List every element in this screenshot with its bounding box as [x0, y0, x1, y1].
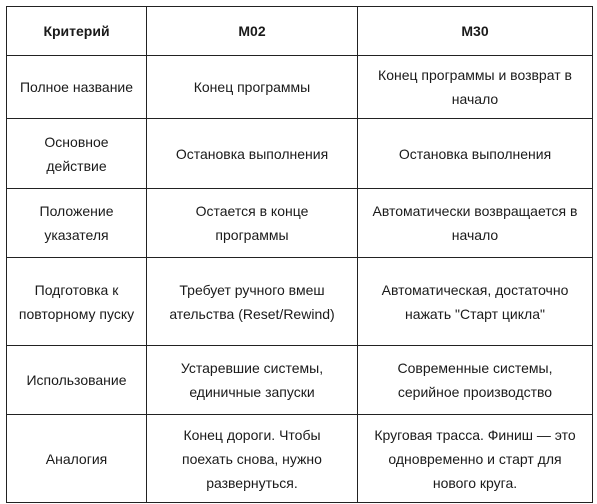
header-m02: M02 — [147, 7, 358, 56]
header-criterion: Критерий — [7, 7, 147, 56]
cell-m30 — [358, 346, 593, 415]
cell-m30 — [358, 415, 593, 503]
table-row — [7, 56, 593, 119]
table-row — [7, 189, 593, 258]
cell-criterion: Использование — [7, 346, 147, 415]
cell-text: Конец дороги. Чтобы поехать снова, нужно развернуться. — [182, 426, 322, 491]
cell-text: Устаревшие системы, единичные запуски — [180, 360, 324, 400]
cell-criterion: Полное название — [7, 56, 147, 119]
cell-text: Остается в конце программы — [195, 203, 309, 243]
cell-m02 — [147, 346, 358, 415]
table-header-row — [7, 7, 593, 56]
cell-m02: Остановка выполнения — [147, 119, 358, 189]
cell-criterion: Аналогия — [7, 415, 147, 503]
cell-m02 — [147, 189, 358, 258]
cell-m02 — [147, 415, 358, 503]
table-row — [7, 258, 593, 346]
cell-text: Круговая трасса. Финиш — это одновременно и старт для нового круга. — [374, 426, 576, 491]
cell-m30: Конец программы и возврат в начало — [358, 56, 593, 119]
comparison-table — [6, 6, 593, 503]
cell-text: Автоматическая, достаточно нажать "Старт цикла" — [381, 281, 569, 322]
table-row — [7, 346, 593, 415]
cell-m02: Конец программы — [147, 56, 358, 119]
table-row — [7, 119, 593, 189]
cell-criterion: Подготовка к повторному пуску — [7, 258, 147, 346]
cell-criterion — [7, 189, 147, 258]
cell-m30: Остановка выполнения — [358, 119, 593, 189]
cell-text: Современные системы, серийное производство — [397, 360, 553, 400]
cell-text: Требует ручного вмеш ательства (Reset/Rewind) — [169, 281, 335, 322]
header-m30: M30 — [358, 7, 593, 56]
cell-m02 — [147, 258, 358, 346]
cell-m30: Автоматически возвращается в начало — [358, 189, 593, 258]
cell-text: Основное действие — [44, 133, 109, 174]
cell-text: Положение указателя — [39, 203, 114, 243]
cell-criterion — [7, 119, 147, 189]
table-row — [7, 415, 593, 503]
cell-m30 — [358, 258, 593, 346]
